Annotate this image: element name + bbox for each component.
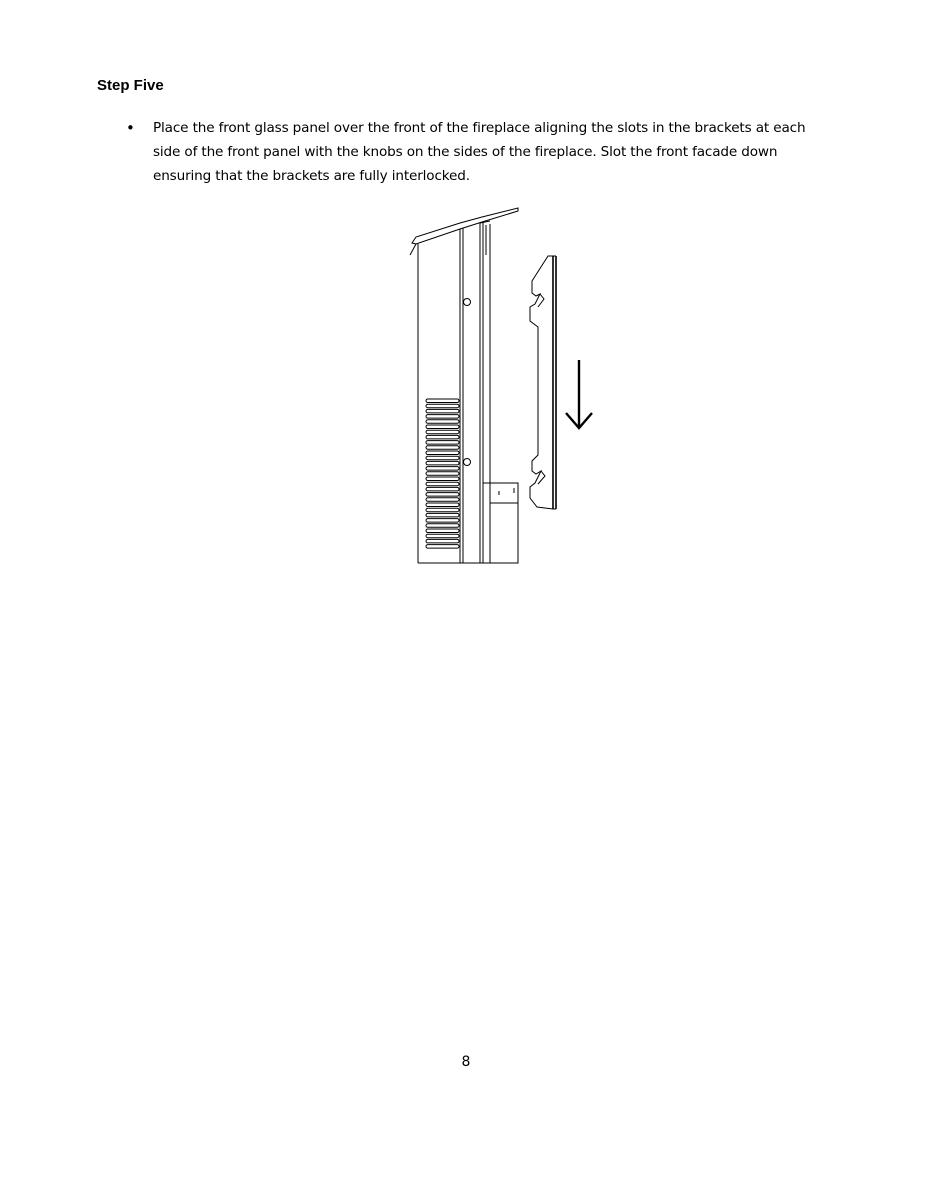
arrow-down-icon — [566, 360, 592, 428]
upper-knob-icon — [464, 299, 471, 306]
instruction-list — [126, 116, 826, 188]
fireplace-side-view-diagram — [408, 203, 598, 569]
vent-louvers — [426, 399, 459, 548]
lower-bracket-slot — [538, 471, 545, 484]
bullet-icon: • — [126, 119, 135, 137]
instruction-text: Place the front glass panel over the front of the fireplace aligning the slots in the brackets at each side of the front panel with the knobs on the sides of the fireplace. Slot the front facade down ensuring that the brackets are fully interlocked. — [153, 120, 806, 184]
front-glass-panel — [530, 256, 556, 509]
page-number: 8 — [461, 1054, 471, 1070]
step-heading: Step Five — [97, 77, 164, 94]
list-item — [126, 116, 826, 188]
lower-knob-icon — [464, 459, 471, 466]
